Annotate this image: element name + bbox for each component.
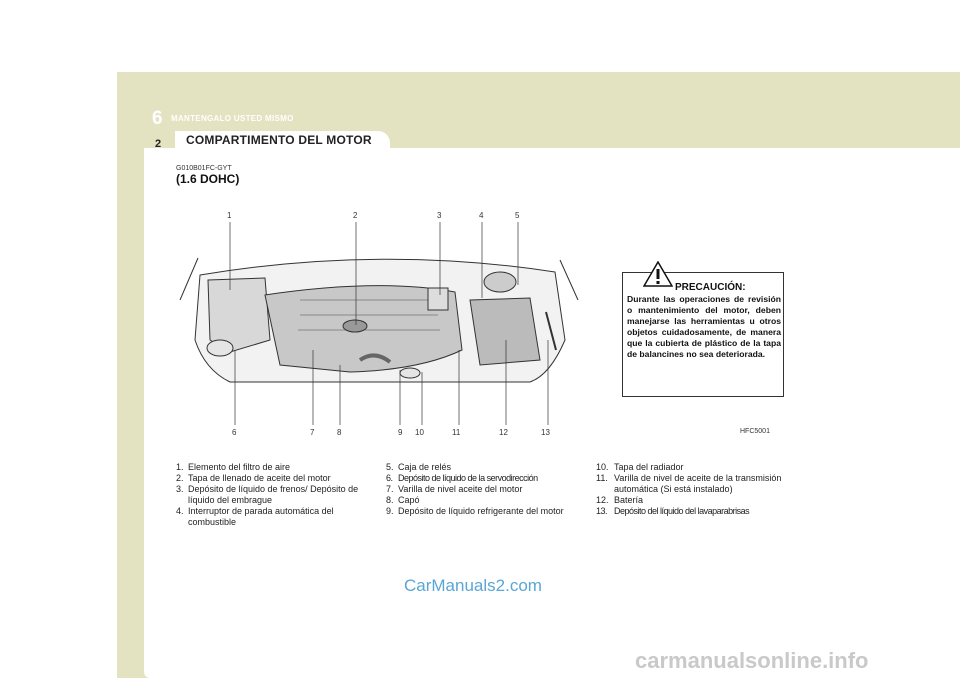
- caution-box: [622, 272, 784, 397]
- list-item: 3. Depósito de líquido de frenos/ Depósito de líquido del embrague: [176, 484, 359, 505]
- callout-3: 3: [437, 211, 442, 220]
- watermark-carmanuals2[interactable]: CarManuals2.com: [404, 576, 542, 595]
- image-code: HFC5001: [740, 428, 770, 435]
- list-item: 10. Tapa del radiador: [596, 462, 684, 472]
- chapter-number: 6: [152, 108, 163, 129]
- callout-4: 4: [479, 211, 484, 220]
- chapter-title: MANTENGALO USTED MISMO: [171, 114, 294, 123]
- callout-6: 6: [232, 428, 237, 437]
- engine-illustration: [170, 200, 590, 440]
- list-item: 9. Depósito de líquido refrigerante del motor: [386, 506, 564, 516]
- list-item: 8. Capó: [386, 495, 420, 505]
- callout-5: 5: [515, 211, 520, 220]
- callout-9: 9: [398, 428, 403, 437]
- warning-triangle-icon: [643, 261, 673, 287]
- list-item: 11. Varilla de nivel de aceite de la transmisión automática (Si está instalado): [596, 473, 782, 494]
- list-item: 1. Elemento del filtro de aire: [176, 462, 291, 472]
- legend-column-2: [386, 462, 578, 517]
- list-item: 2. Tapa de llenado de aceite del motor: [176, 473, 331, 483]
- callout-11: 11: [452, 428, 461, 437]
- caution-title: PRECAUCIÓN:: [675, 282, 746, 293]
- list-item: 4. Interruptor de parada automática del combustible: [176, 506, 334, 527]
- watermark-carmanualsonline[interactable]: carmanualsonline.info: [635, 648, 869, 673]
- callout-2: 2: [353, 211, 358, 220]
- callout-13: 13: [541, 428, 550, 437]
- list-item: 5. Caja de relés: [386, 462, 452, 472]
- callout-10: 10: [415, 428, 424, 437]
- caution-body: Durante las operaciones de revisión o mantenimiento del motor, deben manejarse las herramientas u otros objetos cuidadosamente, de manera que la cubierta de plástico de la tapa de balancines no sea deteriorada.: [627, 294, 781, 359]
- figure-subtitle: (1.6 DOHC): [176, 172, 240, 186]
- legend-column-3: [596, 462, 786, 517]
- figure-code: G010B01FC-GYT: [176, 165, 232, 172]
- list-item: 12. Batería: [596, 495, 644, 505]
- list-item: 13. Depósito del líquido del lavaparabrisas: [596, 506, 750, 516]
- list-item: 7. Varilla de nivel aceite del motor: [386, 484, 523, 494]
- page-number: 2: [155, 138, 162, 150]
- callout-8: 8: [337, 428, 342, 437]
- callout-1: 1: [227, 211, 232, 220]
- callout-12: 12: [499, 428, 508, 437]
- callout-7: 7: [310, 428, 315, 437]
- list-item: 6. Depósito de líquido de la servodirección: [386, 473, 538, 483]
- legend-column-1: [176, 462, 366, 528]
- section-title: COMPARTIMENTO DEL MOTOR: [186, 133, 372, 147]
